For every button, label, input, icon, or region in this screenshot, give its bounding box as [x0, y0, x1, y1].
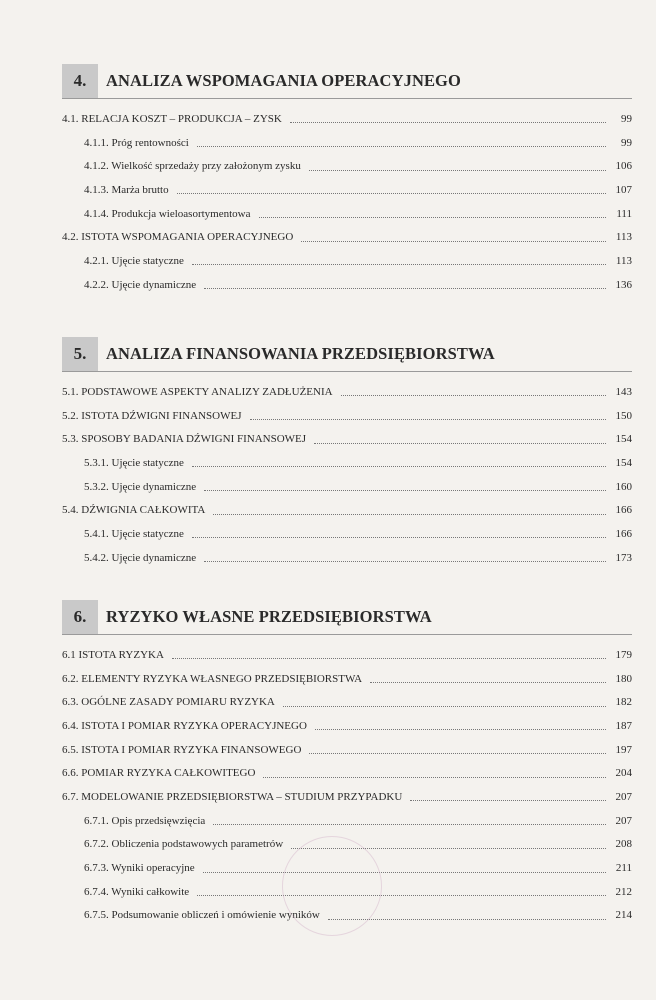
- entry-title: 5.2. ISTOTA DŹWIGNI FINANSOWEJ: [62, 409, 242, 422]
- entry-title: 5.3.2. Ujęcie dynamiczne: [84, 480, 197, 493]
- toc-section-entry[interactable]: [62, 690, 632, 714]
- entry-title: 4.1.4. Produkcja wieloasortymentowa: [84, 207, 251, 220]
- toc-subsection-entry[interactable]: [62, 546, 632, 570]
- entry-page-number: 187: [615, 719, 632, 732]
- dot-leader: [204, 553, 606, 562]
- entry-page-number: 107: [615, 183, 632, 196]
- toc-section-entry[interactable]: [62, 667, 632, 691]
- entry-page-number: 106: [615, 160, 632, 173]
- dot-leader: [192, 458, 606, 467]
- entry-page-number: 166: [615, 527, 632, 540]
- dot-leader: [203, 864, 606, 873]
- toc-subsection-entry[interactable]: [62, 178, 632, 202]
- entry-page-number: 136: [615, 278, 632, 291]
- entry-title: 5.4.2. Ujęcie dynamiczne: [84, 551, 197, 564]
- entry-title: 6.1 ISTOTA RYZYKA: [62, 648, 164, 661]
- chapter-header: [62, 64, 632, 98]
- toc-subsection-entry[interactable]: [62, 249, 632, 273]
- entry-title: 6.7.2. Obliczenia podstawowych parametrów: [84, 838, 284, 851]
- dot-leader: [263, 769, 606, 778]
- chapter-section: [62, 337, 632, 564]
- entry-title: 6.7.5. Podsumowanie obliczeń i omówienie wyników: [84, 909, 320, 922]
- toc-subsection-entry[interactable]: [62, 475, 632, 499]
- dot-leader: [250, 411, 607, 420]
- entry-page-number: 212: [615, 885, 632, 898]
- entry-title: 4.1.3. Marża brutto: [84, 183, 169, 196]
- toc-section-entry[interactable]: [62, 427, 632, 451]
- entry-title: 6.3. OGÓLNE ZASADY POMIARU RYZYKA: [62, 696, 275, 709]
- entry-title: 6.7. MODELOWANIE PRZEDSIĘBIORSTWA – STUDIUM PRZYPADKU: [62, 790, 403, 803]
- entry-page-number: 197: [615, 743, 632, 756]
- dot-leader: [204, 482, 606, 491]
- entry-page-number: 173: [615, 551, 632, 564]
- entry-page-number: 143: [615, 385, 632, 398]
- entry-page-number: 166: [615, 504, 632, 517]
- dot-leader: [192, 256, 606, 265]
- toc-entry-list: [62, 380, 632, 570]
- chapter-header: [62, 600, 632, 634]
- entry-page-number: 180: [615, 672, 632, 685]
- toc-subsection-entry[interactable]: [62, 809, 632, 833]
- dot-leader: [197, 887, 606, 896]
- entry-page-number: 208: [615, 838, 632, 851]
- toc-subsection-entry[interactable]: [62, 273, 632, 297]
- toc-section-entry[interactable]: [62, 498, 632, 522]
- entry-title: 5.4. DŹWIGNIA CAŁKOWITA: [62, 504, 206, 517]
- entry-page-number: 179: [615, 648, 632, 661]
- entry-title: 6.7.3. Wyniki operacyjne: [84, 862, 195, 875]
- entry-title: 6.6. POMIAR RYZYKA CAŁKOWITEGO: [62, 767, 256, 780]
- chapter-number: 6.: [62, 600, 98, 634]
- entry-title: 6.5. ISTOTA I POMIAR RYZYKA FINANSOWEGO: [62, 743, 302, 756]
- toc-section-entry[interactable]: [62, 643, 632, 667]
- dot-leader: [301, 233, 606, 242]
- dot-leader: [204, 280, 606, 289]
- dot-leader: [197, 138, 606, 147]
- entry-title: 5.4.1. Ujęcie statyczne: [84, 527, 184, 540]
- dot-leader: [341, 387, 606, 396]
- toc-subsection-entry[interactable]: [62, 451, 632, 475]
- faint-stamp-mark: [282, 836, 382, 936]
- toc-subsection-entry[interactable]: [62, 131, 632, 155]
- entry-page-number: 99: [621, 112, 632, 125]
- entry-title: 6.7.4. Wyniki całkowite: [84, 885, 190, 898]
- toc-section-entry[interactable]: [62, 738, 632, 762]
- entry-page-number: 160: [615, 480, 632, 493]
- entry-page-number: 113: [615, 254, 632, 267]
- dot-leader: [290, 114, 606, 123]
- dot-leader: [283, 698, 606, 707]
- entry-title: 4.2. ISTOTA WSPOMAGANIA OPERACYJNEGO: [62, 231, 294, 244]
- entry-title: 6.2. ELEMENTY RYZYKA WŁASNEGO PRZEDSIĘBIORSTWA: [62, 672, 363, 685]
- entry-page-number: 113: [615, 231, 632, 244]
- entry-title: 4.1. RELACJA KOSZT – PRODUKCJA – ZYSK: [62, 112, 282, 125]
- entry-title: 4.2.2. Ujęcie dynamiczne: [84, 278, 197, 291]
- dot-leader: [192, 529, 606, 538]
- entry-page-number: 211: [615, 862, 632, 875]
- dot-leader: [177, 185, 606, 194]
- entry-title: 4.2.1. Ujęcie statyczne: [84, 254, 184, 267]
- dot-leader: [213, 816, 606, 825]
- entry-page-number: 99: [621, 136, 632, 149]
- chapter-section: [62, 600, 632, 922]
- dot-leader: [213, 506, 606, 515]
- entry-page-number: 154: [615, 433, 632, 446]
- dot-leader: [315, 721, 606, 730]
- entry-title: 4.1.1. Próg rentowności: [84, 136, 189, 149]
- toc-section-entry[interactable]: [62, 761, 632, 785]
- entry-page-number: 207: [615, 790, 632, 803]
- entry-page-number: 182: [615, 696, 632, 709]
- entry-page-number: 214: [615, 909, 632, 922]
- toc-subsection-entry[interactable]: [62, 202, 632, 226]
- entry-page-number: 154: [615, 456, 632, 469]
- entry-page-number: 150: [615, 409, 632, 422]
- entry-page-number: 111: [616, 207, 632, 220]
- chapter-title: ANALIZA FINANSOWANIA PRZEDSIĘBIORSTWA: [106, 344, 495, 363]
- toc-section-entry[interactable]: [62, 380, 632, 404]
- dot-leader: [309, 162, 606, 171]
- dot-leader: [309, 745, 606, 754]
- chapter-title: ANALIZA WSPOMAGANIA OPERACYJNEGO: [106, 71, 461, 90]
- chapter-number: 5.: [62, 337, 98, 371]
- entry-title: 5.3.1. Ujęcie statyczne: [84, 456, 184, 469]
- chapter-number: 4.: [62, 64, 98, 98]
- toc-section-entry[interactable]: [62, 714, 632, 738]
- chapter-divider: [62, 98, 632, 99]
- toc-section-entry[interactable]: [62, 107, 632, 131]
- entry-title: 6.4. ISTOTA I POMIAR RYZYKA OPERACYJNEGO: [62, 719, 307, 732]
- chapter-section: [62, 64, 632, 291]
- entry-title: 6.7.1. Opis przedsięwzięcia: [84, 814, 206, 827]
- dot-leader: [259, 209, 607, 218]
- toc-section-entry[interactable]: [62, 785, 632, 809]
- dot-leader: [370, 674, 606, 683]
- entry-page-number: 204: [615, 767, 632, 780]
- entry-title: 5.1. PODSTAWOWE ASPEKTY ANALIZY ZADŁUŻENIA: [62, 385, 333, 398]
- dot-leader: [410, 792, 606, 801]
- toc-subsection-entry[interactable]: [62, 154, 632, 178]
- toc-section-entry[interactable]: [62, 404, 632, 428]
- toc-section-entry[interactable]: [62, 225, 632, 249]
- toc-subsection-entry[interactable]: [62, 522, 632, 546]
- chapter-title: RYZYKO WŁASNE PRZEDSIĘBIORSTWA: [106, 607, 432, 626]
- toc-entry-list: [62, 107, 632, 297]
- entry-title: 4.1.2. Wielkość sprzedaży przy założonym zysku: [84, 160, 301, 173]
- chapter-divider: [62, 634, 632, 635]
- entry-title: 5.3. SPOSOBY BADANIA DŹWIGNI FINANSOWEJ: [62, 433, 307, 446]
- chapter-divider: [62, 371, 632, 372]
- entry-page-number: 207: [615, 814, 632, 827]
- dot-leader: [172, 650, 606, 659]
- dot-leader: [314, 435, 606, 444]
- chapter-header: [62, 337, 632, 371]
